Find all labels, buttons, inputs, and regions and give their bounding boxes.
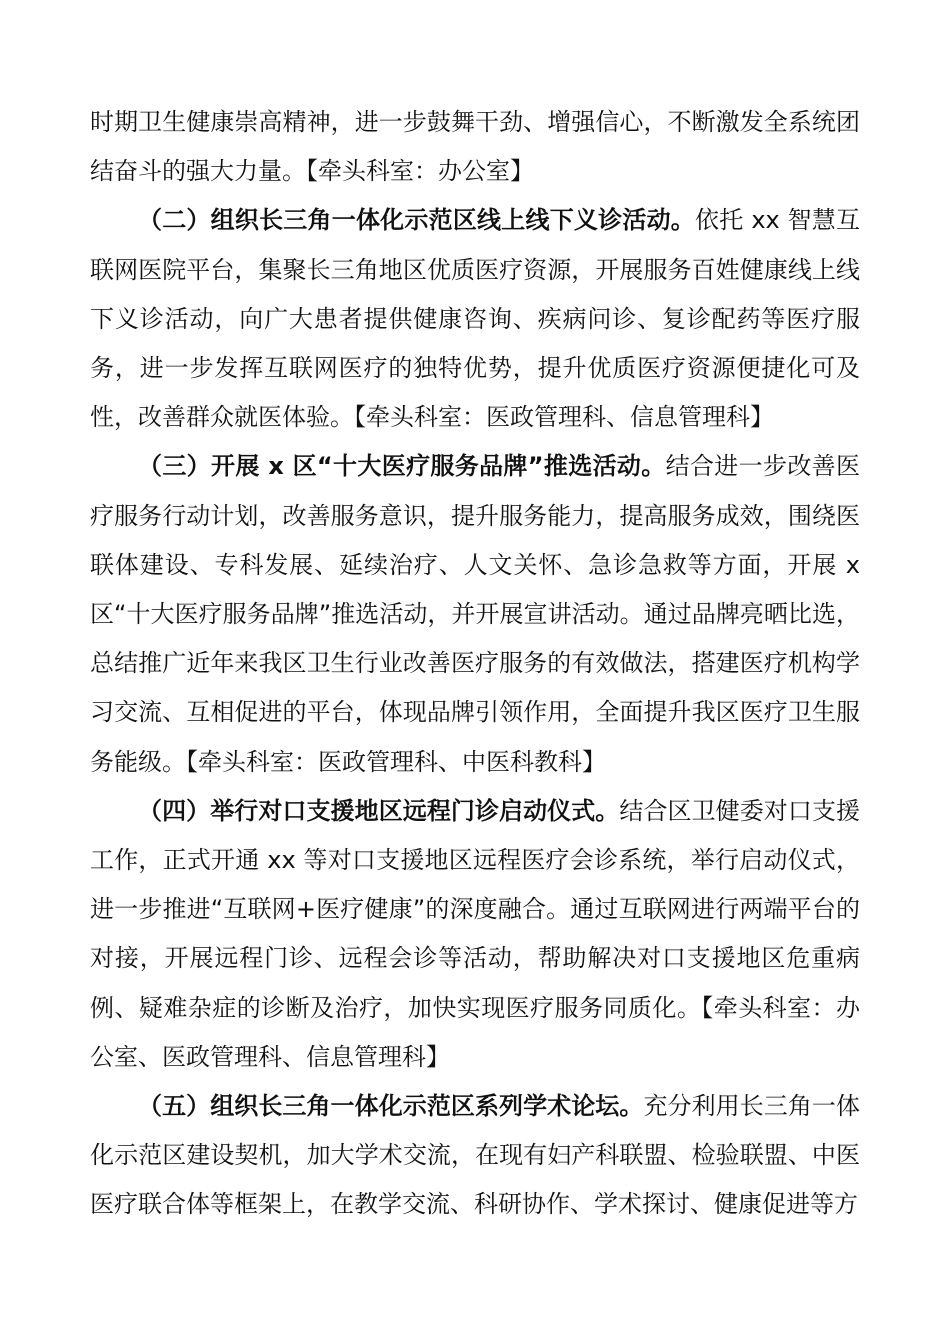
paragraph-continuation <box>90 98 860 196</box>
paragraph-heading: （二）组织长三角一体化示范区线上线下义诊活动。 <box>138 206 696 235</box>
document-page <box>90 98 860 1230</box>
paragraph-heading: （四）举行对口支援地区远程门诊启动仪式。 <box>138 796 620 825</box>
paragraph-text: 充分利用长三角一体化示范区建设契机，加大学术交流，在现有妇产科联盟、检验联盟、中医医疗联合体等框架上，在教学交流、科研协作、学术探讨、健康促进等方 <box>90 1092 861 1219</box>
paragraph-item-3 <box>90 442 860 786</box>
paragraph-text: 时期卫生健康崇高精神，进一步鼓舞干劲、增强信心，不断激发全系统团结奋斗的强大力量。【牵头科室：办公室】 <box>90 108 860 186</box>
paragraph-text: 结合进一步改善医疗服务行动计划，改善服务意识，提升服务能力，提高服务成效，围绕医联体建设、专科发展、延续治疗、人文关怀、急诊急救等方面，开展 x 区“十大医疗服务品牌”推选活动，并开展宣讲活动。通过品牌亮晒比选，总结推广近年来我区卫生行业改善医疗服务的有效做法，搭建医疗机构学习交流、互相促进的平台，体现品牌引领作用，全面提升我区医疗卫生服务能级。【牵头科室：医政管理科、中医科教科】 <box>90 452 861 776</box>
paragraph-item-5 <box>90 1082 860 1230</box>
paragraph-heading: （五）组织长三角一体化示范区系列学术论坛。 <box>138 1092 644 1121</box>
paragraph-text: 结合区卫健委对口支援工作，正式开通 xx 等对口支援地区远程医疗会诊系统，举行启动仪式，进一步推进“互联网+医疗健康”的深度融合。通过互联网进行两端平台的对接，开展远程门诊、远程会诊等活动，帮助解决对口支援地区危重病例、疑难杂症的诊断及治疗，加快实现医疗服务同质化。【牵头科室：办公室、医政管理科、信息管理科】 <box>90 796 861 1071</box>
paragraph-text: 依托 xx 智慧互联网医院平台，集聚长三角地区优质医疗资源，开展服务百姓健康线上线下义诊活动，向广大患者提供健康咨询、疾病问诊、复诊配药等医疗服务，进一步发挥互联网医疗的独特优势，提升优质医疗资源便捷化可及性，改善群众就医体验。【牵头科室：医政管理科、信息管理科】 <box>90 206 861 432</box>
paragraph-item-2 <box>90 196 860 442</box>
paragraph-heading: （三）开展 x 区“十大医疗服务品牌”推选活动。 <box>138 452 666 481</box>
paragraph-item-4 <box>90 787 860 1082</box>
